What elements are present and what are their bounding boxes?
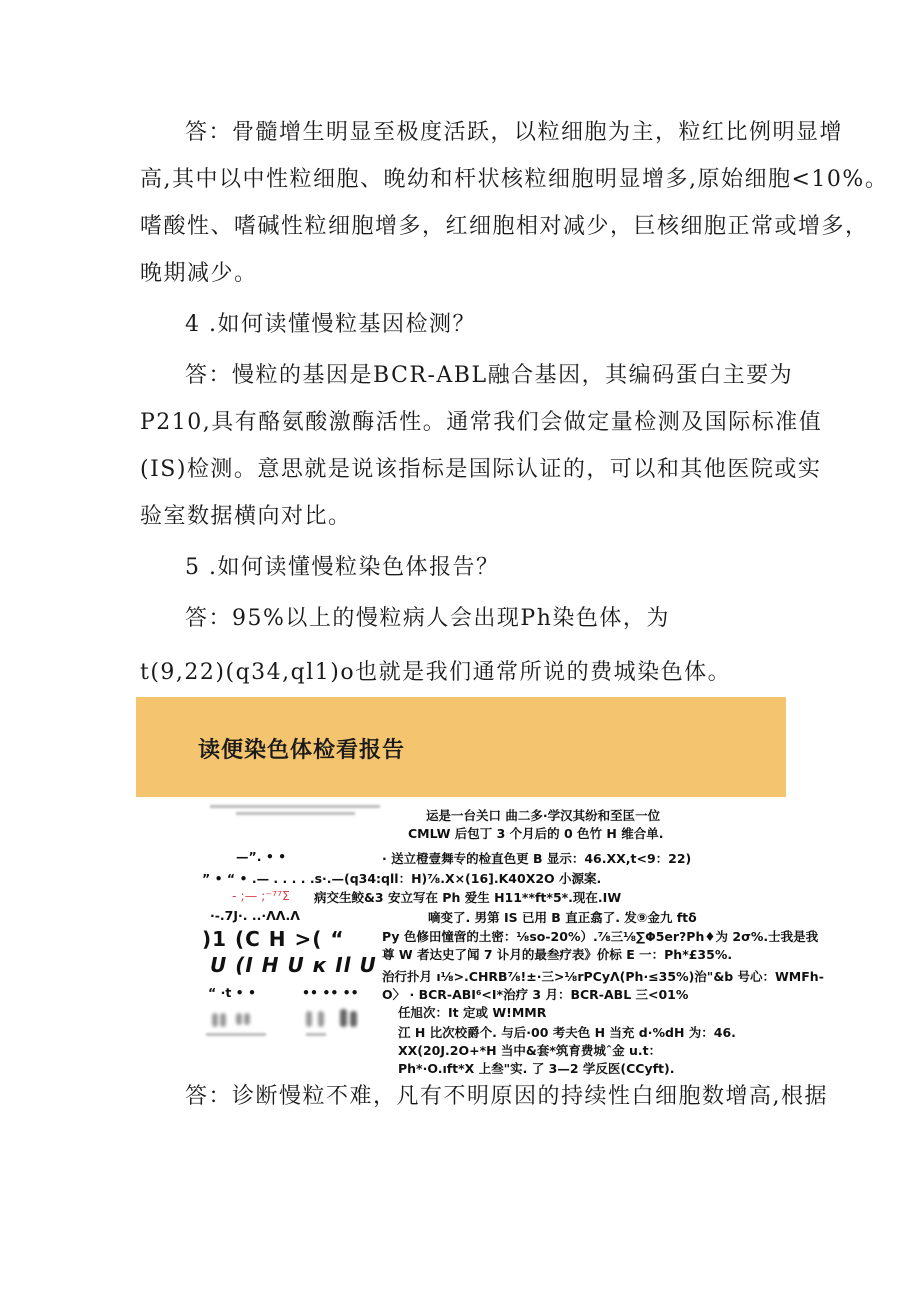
para1-line2: 高,其中以中性粒细胞、晚幼和杆状核粒细胞明显增多,原始细胞<10%。: [140, 167, 889, 192]
fig-line-1: 运是一台关口 曲二多·学汉其纷和至匡一位: [426, 808, 661, 823]
para2-line4: 验室数据横向对比。: [140, 504, 352, 529]
chromosome-image: [206, 1005, 376, 1045]
question-5: 5 .如何读懂慢粒染色体报告？: [185, 555, 500, 580]
karyotype-report-figure: [136, 797, 824, 1082]
fig-line-6b: 嘀变了. 男第 IS 已用 B 直正翕了. 发⑨金九 ftδ: [428, 910, 697, 925]
fig-line-2: CMLW 后包丁 3 个月后的 0 色竹 H 维合单.: [408, 826, 664, 841]
fig-line-5b: 病交生鲛&3 安立写在 Ph 爱生 H11**ft*5*.现在.IW: [314, 890, 622, 905]
fig-line-4: ” • “ • .— . . . . .s·.—(q34:qll：H)⅞.X×(16].K40X2O 小源案.: [202, 871, 602, 886]
fig-line-3a: —”. • •: [236, 849, 287, 864]
fig-line-5a: - ;— ;⁻⁷⁷Σ: [232, 888, 290, 903]
karyotype-label-row1: )1 (C H >( “: [202, 927, 345, 951]
fig-line-7: Py 色修田憧啻的土密：⅛so-20%）.⅞三⅛∑Φ5er?Ph♦为 2σ%.士我是我: [382, 929, 819, 944]
para1-line4: 晚期减少。: [140, 261, 258, 286]
para3-line1: 答：95%以上的慢粒病人会出现Ph染色体，为: [185, 606, 670, 631]
para2-line3: (IS)检测。意思就是说该指标是国际认证的，可以和其他医院或实: [140, 457, 822, 482]
karyotype-dots-1: “ ·t • •: [208, 985, 256, 1000]
fig-line-13: XX(20J.2O+*H 当中&套*筑育费城ˆ金 u.t：: [398, 1043, 662, 1058]
para2-line1: 答：慢粒的基因是BCR-ABL融合基因，其编码蛋白主要为: [185, 363, 794, 388]
karyotype-label-row2: U (I H U к Il U: [210, 953, 377, 977]
fig-line-12: 江 H 比次校爵个. 与后·00 考夫色 H 当充 d·%dH 为：46.: [398, 1025, 736, 1040]
fig-line-3b: · 送立橙壹舞专的检直色更 B 显示：46.XX,t<9：22): [382, 851, 692, 866]
fig-line-11: 任旭次：It 定或 W!MMR: [398, 1005, 547, 1020]
para2-line2: P210,具有酪氨酸激酶活性。通常我们会做定量检测及国际标准值: [140, 410, 823, 435]
fig-line-6a: ·-.7J·. ..·ΛΛ.Λ: [210, 908, 300, 923]
fig-line-8: 尊 W 者达史了闻 7 讣月的最叁疗表》价标 E 一：Ph*£35%.: [382, 947, 733, 962]
fig-line-9: 治行扑月 ı⅛>.CHRB⅞!±·三>⅛rPCyΛ(Ph·≤35%)治"&b 号心：WMFh-: [382, 969, 824, 984]
karyotype-dots-2: •• •• ••: [302, 985, 359, 1000]
para1-line1: 答：骨髓增生明显至极度活跃，以粒细胞为主，粒红比例明显增: [185, 120, 844, 145]
para3-line2: t(9,22)(q34,ql1)o也就是我们通常所说的费城染色体。: [140, 660, 732, 685]
fig-line-10: O〉 · BCR-ABI⁶<I*治疗 3 月：BCR-ABL 三<01%: [382, 987, 689, 1002]
blurred-header-text: [210, 803, 380, 821]
question-4: 4 .如何读懂慢粒基因检测？: [185, 312, 476, 337]
section-banner: [136, 697, 786, 797]
banner-title: 读便染色体检看报告: [198, 738, 406, 763]
para1-line3: 嗜酸性、嗜碱性粒细胞增多，红细胞相对减少，巨核细胞正常或增多，: [140, 214, 869, 239]
para4-line1: 答：诊断慢粒不难，凡有不明原因的持续性白细胞数增高,根据: [185, 1084, 828, 1109]
fig-line-14: Ph*·O.ıft*X 上叁"实. 了 3—2 学反医(CCyft).: [398, 1061, 675, 1076]
